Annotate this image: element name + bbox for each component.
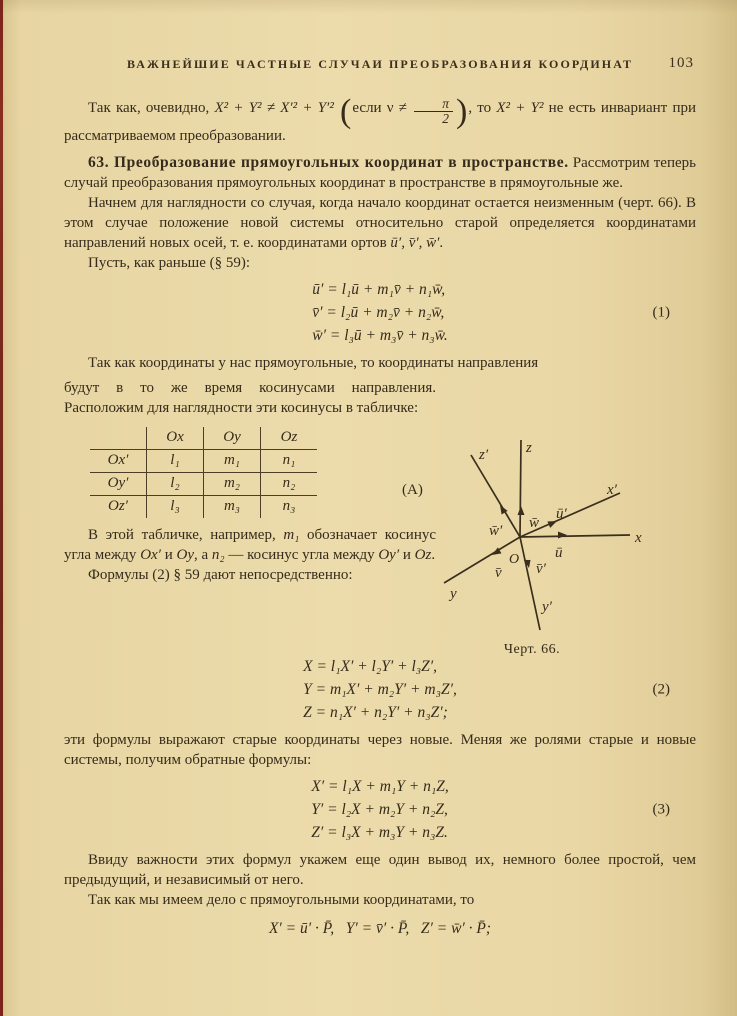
label-w-bar: w̄	[529, 515, 540, 531]
equation-final: X′ = ū′ · P̄, Y′ = v̄′ · P̄, Z′ = w̄′ · P̄;	[268, 920, 492, 938]
text-fragment: , а	[194, 547, 212, 564]
axis-x-line	[520, 535, 630, 537]
table-label-A: (A)	[402, 482, 423, 499]
figure-66	[434, 421, 732, 658]
equation-block-3	[64, 775, 696, 844]
label-u-bar: ū	[555, 545, 563, 561]
math-fragment: Ox′	[140, 547, 161, 564]
paragraph-table-explanation	[64, 525, 436, 565]
intro-text-before	[88, 100, 339, 116]
cosine-table-wrap	[90, 427, 436, 518]
label-w-bar-prime: w̄′	[489, 523, 503, 539]
fraction-pi-over-2	[414, 97, 453, 126]
label-z-axis: z	[526, 440, 532, 456]
axes-diagram	[434, 421, 732, 636]
text-fragment: Начнем для наглядности со случая, когда начало координат остается неизменным (черт. 66). В этом случае положение новой системы относительно старой определяется координатами направлений новых осей, т. е. координатами ортов	[64, 195, 696, 252]
text-fragment: не есть инвариант при рассматриваемом преобразовании.	[64, 100, 697, 145]
paragraph-formulas-59: Формулы (2) § 59 дают непосредственно:	[88, 567, 353, 584]
right-big-paren: )	[456, 93, 468, 131]
paragraph-importance: Ввиду важности этих формул укажем еще один вывод их, немного более простой, чем предыдущий, и независимый от него.	[64, 852, 696, 889]
paragraph-cosines-narrow: будут в то же время косинусами направления. Расположим для наглядности эти косинусы в табличке:	[64, 380, 436, 417]
running-header	[64, 57, 696, 75]
paragraph-invariant	[64, 93, 697, 146]
table-row-header: Ox′	[107, 452, 129, 469]
table-corner-cell	[90, 427, 147, 450]
table-cell: l₁	[147, 450, 204, 473]
math-fragment: n₂	[211, 547, 225, 564]
equation-block-2	[64, 655, 696, 724]
table-row-header: Oz′	[108, 498, 128, 515]
equation-line: w̄′ = l₃ū + m₃v̄ + n₃w̄.	[312, 327, 448, 345]
equation-line: Z = n₁X′ + n₂Y′ + n₃Z′;	[303, 704, 448, 722]
label-y-prime-axis: y′	[542, 599, 552, 615]
text-fragment: обозначает косинус угла между	[64, 527, 436, 564]
equation-line: X = l₁X′ + l₂Y′ + l₃Z′,	[303, 658, 438, 676]
math-fragment: Oz	[414, 547, 432, 564]
table-col-header: Oz	[261, 427, 318, 450]
arrowhead-u	[558, 532, 567, 539]
equation-3-lines	[311, 775, 449, 844]
text-fragment: и	[399, 547, 415, 564]
text-fragment: В этой табличке, например,	[88, 527, 284, 544]
section-heading: 63. Преобразование прямоугольных координат в пространстве.	[88, 154, 569, 172]
table-cell: m₃	[204, 496, 261, 519]
equation-number-1: (1)	[652, 304, 670, 321]
paragraph-these-formulas: эти формулы выражают старые координаты через новые. Меняя же ролями старые и новые системы, получим обратные формулы:	[64, 732, 696, 769]
math-fragment: X² + Y² ≠ X′² + Y′²	[214, 100, 340, 117]
math-fragment: ū′, v̄′, w̄′	[390, 235, 440, 252]
page-number: 103	[668, 55, 694, 71]
equation-number-2: (2)	[652, 681, 670, 698]
equation-line: Y′ = l₂X + m₂Y + n₂Z,	[311, 801, 448, 819]
paragraph-start-case	[64, 193, 696, 253]
table-col-header: Oy	[204, 427, 261, 450]
table-cell: l₂	[147, 473, 204, 496]
axis-y-prime-line	[520, 537, 540, 630]
arrowhead-w	[518, 506, 525, 515]
table-row	[90, 496, 317, 519]
section-lead-text: Рассмотрим теперь случай преобразования прямоугольных координат в пространстве в прямоугольные же.	[64, 155, 696, 192]
math-fragment: Oy′	[378, 547, 400, 564]
fraction-denominator: 2	[442, 111, 449, 127]
equation-line: Z′ = l₃X + m₃Y + n₃Z.	[311, 824, 448, 842]
table-cell: n₃	[261, 496, 318, 519]
label-origin: O	[509, 552, 520, 567]
axes-lines	[444, 440, 630, 630]
math-fragment: Oy	[176, 547, 194, 564]
text-fragment: и	[160, 547, 177, 564]
paragraph-let-as-before: Пусть, как раньше (§ 59):	[88, 255, 251, 272]
table-row-header: Oy′	[107, 475, 129, 492]
cosine-table	[90, 427, 317, 518]
table-cell: n₂	[261, 473, 318, 496]
label-u-bar-prime: ū′	[556, 506, 567, 522]
table-row	[90, 450, 317, 473]
left-column	[64, 378, 436, 585]
table-cell: l₃	[147, 496, 204, 519]
equation-line: Y = m₁X′ + m₂Y′ + m₃Z′,	[303, 681, 457, 699]
condition-text: если ν ≠	[352, 100, 413, 117]
equation-1-lines	[312, 278, 447, 347]
table-cell: n₁	[261, 450, 318, 473]
equation-2-lines	[303, 655, 457, 724]
table-col-header: Ox	[147, 427, 204, 450]
left-big-paren: (	[340, 93, 352, 131]
label-v-bar: v̄	[495, 565, 502, 581]
equation-line: v̄′ = l₂ū + m₂v̄ + n₂w̄,	[312, 304, 445, 322]
paragraph-cosines-fullline: Так как координаты у нас прямоугольные, то координаты направления	[88, 355, 539, 372]
label-x-prime-axis: x′	[607, 482, 617, 498]
text-fragment: Так как, очевидно,	[88, 100, 215, 117]
running-header-title: ВАЖНЕЙШИЕ ЧАСТНЫЕ СЛУЧАИ ПРЕОБРАЗОВАНИЯ КООРДИНАТ	[126, 57, 634, 71]
label-z-prime-axis: z′	[479, 447, 489, 463]
label-x-axis: x	[635, 530, 642, 546]
label-y-axis: y	[450, 586, 457, 602]
table-cell: m₂	[204, 473, 261, 496]
table-header-row	[90, 427, 317, 450]
arrowhead-u-prime	[547, 521, 557, 528]
math-fragment: m₁	[283, 527, 300, 544]
paren-condition	[352, 96, 455, 127]
figure-caption: Черт. 66.	[503, 642, 561, 657]
paragraph-section-63	[64, 153, 696, 193]
text-fragment: .	[439, 235, 444, 252]
equation-line: ū′ = l₁ū + m₁v̄ + n₁w̄,	[312, 281, 446, 299]
equation-line: X′ = l₁X + m₁Y + n₁Z,	[311, 778, 449, 796]
axis-z-line	[520, 440, 521, 537]
equation-number-3: (3)	[652, 801, 670, 818]
math-fragment: X² + Y²	[496, 100, 544, 117]
fraction-numerator: π	[414, 97, 453, 112]
table-row	[90, 473, 317, 496]
label-v-bar-prime: v̄′	[536, 561, 546, 577]
equation-block-1	[64, 278, 696, 347]
text-fragment: , то	[468, 100, 497, 117]
table-cell: m₁	[204, 450, 261, 473]
text-fragment: .	[431, 547, 436, 564]
paragraph-since-rectangular: Так как мы имеем дело с прямоугольными координатами, то	[88, 892, 475, 909]
text-fragment: — косинус угла между	[224, 547, 379, 564]
